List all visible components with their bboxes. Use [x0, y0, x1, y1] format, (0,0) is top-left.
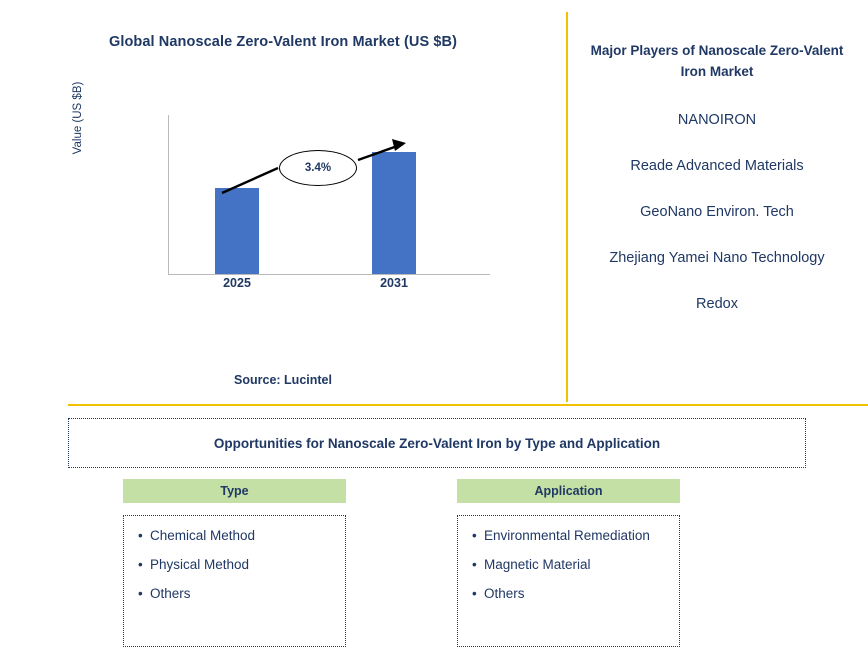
- type-column-header: Type: [123, 479, 346, 503]
- horizontal-divider: [68, 404, 868, 406]
- opportunities-banner: [68, 418, 806, 468]
- source-label: Source: Lucintel: [234, 373, 332, 387]
- x-tick-2025: 2025: [223, 276, 251, 290]
- chart-title: Global Nanoscale Zero-Valent Iron Market (US $B): [108, 34, 458, 50]
- application-column: [457, 479, 680, 647]
- major-players-panel: [566, 0, 868, 402]
- list-item: • Physical Method: [138, 555, 333, 575]
- growth-arrow-icon: [160, 110, 490, 280]
- list-item: • Chemical Method: [138, 526, 333, 546]
- list-item: Reade Advanced Materials: [630, 158, 804, 174]
- list-item: GeoNano Environ. Tech: [640, 204, 794, 220]
- list-item: Zhejiang Yamei Nano Technology: [609, 250, 825, 266]
- y-axis-label: Value (US $B): [72, 81, 84, 155]
- list-item: • Others: [472, 584, 667, 604]
- cagr-bubble: 3.4%: [279, 150, 357, 186]
- chart-panel: [0, 0, 566, 402]
- list-item: • Magnetic Material: [472, 555, 667, 575]
- list-item: • Others: [138, 584, 333, 604]
- major-players-list: [572, 108, 862, 338]
- list-item: Redox: [696, 296, 738, 312]
- list-item: NANOIRON: [677, 112, 757, 128]
- application-column-header: Application: [457, 479, 680, 503]
- list-item: • Environmental Remediation: [472, 526, 667, 546]
- x-tick-2031: 2031: [380, 276, 408, 290]
- type-column-body: [123, 515, 346, 647]
- type-column: [123, 479, 346, 647]
- opportunities-banner-text: Opportunities for Nanoscale Zero-Valent Iron by Type and Application: [213, 435, 661, 451]
- major-players-title: Major Players of Nanoscale Zero-Valent Iron Market: [590, 43, 844, 79]
- application-column-body: [457, 515, 680, 647]
